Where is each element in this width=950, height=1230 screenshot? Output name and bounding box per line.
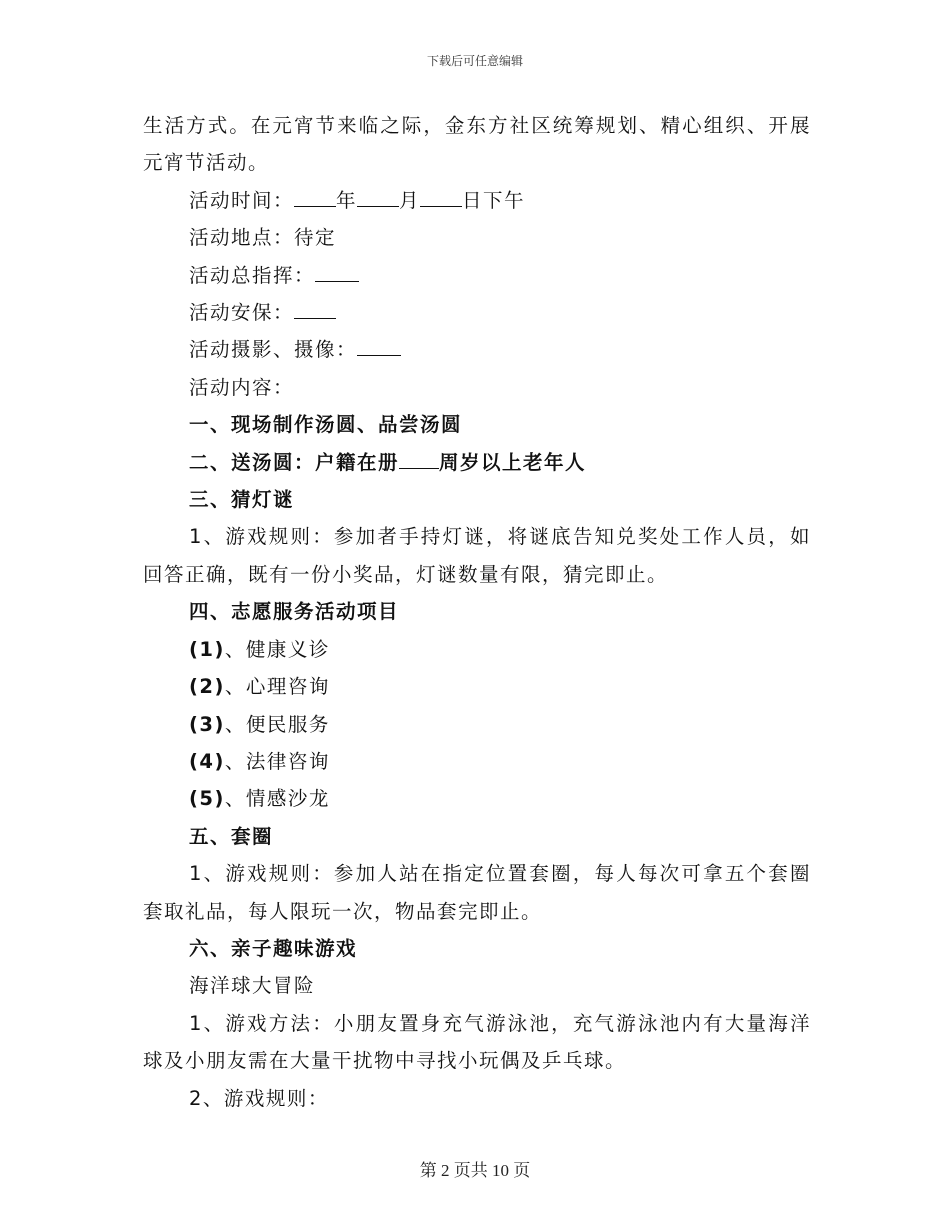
day-blank bbox=[420, 186, 462, 207]
service-number: (3) bbox=[189, 712, 225, 736]
service-text: 、情感沙龙 bbox=[224, 787, 330, 811]
service-item bbox=[143, 631, 811, 668]
time-label: 活动时间： bbox=[189, 188, 295, 212]
section-2-heading bbox=[143, 444, 811, 481]
section-4-heading: 四、志愿服务活动项目 bbox=[189, 600, 400, 624]
service-item bbox=[143, 668, 811, 705]
activity-security bbox=[143, 294, 811, 331]
service-number: (4) bbox=[189, 749, 225, 773]
document-body bbox=[143, 107, 811, 1117]
commander-blank bbox=[315, 261, 359, 282]
month-blank bbox=[357, 186, 399, 207]
activity-time bbox=[143, 182, 811, 219]
service-item bbox=[143, 706, 811, 743]
security-label: 活动安保： bbox=[189, 301, 295, 325]
service-item bbox=[143, 743, 811, 780]
service-number: (5) bbox=[189, 787, 225, 811]
service-number: (1) bbox=[189, 637, 225, 661]
service-item bbox=[143, 780, 811, 817]
section-5-rule: 1、游戏规则：参加人站在指定位置套圈，每人每次可拿五个套圈套取礼品，每人限玩一次，物品套完即止。 bbox=[143, 862, 811, 923]
page-footer: 第 2 页共 10 页 bbox=[419, 1161, 531, 1180]
section-2-after: 周岁以上老年人 bbox=[439, 450, 587, 474]
age-blank bbox=[399, 448, 439, 469]
game-name: 海洋球大冒险 bbox=[189, 974, 316, 998]
section-6-heading: 六、亲子趣味游戏 bbox=[189, 936, 358, 960]
section-5-heading: 五、套圈 bbox=[189, 824, 274, 848]
activity-commander bbox=[143, 257, 811, 294]
day-text: 日下午 bbox=[462, 188, 526, 212]
service-number: (2) bbox=[189, 675, 225, 699]
activity-content-label: 活动内容： bbox=[189, 375, 295, 399]
photo-blank bbox=[357, 335, 401, 356]
section-1-heading: 一、现场制作汤圆、品尝汤圆 bbox=[189, 413, 463, 437]
game-rule: 2、游戏规则： bbox=[189, 1086, 329, 1110]
intro-paragraph: 生活方式。在元宵节来临之际，金东方社区统筹规划、精心组织、开展元宵节活动。 bbox=[143, 114, 811, 175]
service-text: 、便民服务 bbox=[224, 712, 330, 736]
year-text: 年 bbox=[336, 188, 358, 212]
section-2-before: 二、送汤圆：户籍在册 bbox=[189, 450, 400, 474]
security-blank bbox=[294, 298, 336, 319]
year-blank bbox=[294, 186, 336, 207]
service-text: 、心理咨询 bbox=[224, 675, 330, 699]
service-text: 、健康义诊 bbox=[224, 637, 330, 661]
game-method: 1、游戏方法：小朋友置身充气游泳池，充气游泳池内有大量海洋球及小朋友需在大量干扰物中寻找小玩偶及乒乓球。 bbox=[143, 1011, 811, 1073]
photo-label: 活动摄影、摄像： bbox=[189, 338, 358, 362]
month-text: 月 bbox=[399, 188, 421, 212]
activity-photo bbox=[143, 331, 811, 368]
commander-label: 活动总指挥： bbox=[189, 263, 316, 287]
service-text: 、法律咨询 bbox=[224, 749, 330, 773]
activity-place: 活动地点：待定 bbox=[189, 226, 337, 250]
section-3-rule: 1、游戏规则：参加者手持灯谜，将谜底告知兑奖处工作人员，如回答正确，既有一份小奖品，灯谜数量有限，猜完即止。 bbox=[143, 525, 811, 586]
section-3-heading: 三、猜灯谜 bbox=[189, 488, 295, 512]
page-header: 下载后可任意编辑 bbox=[426, 54, 523, 68]
